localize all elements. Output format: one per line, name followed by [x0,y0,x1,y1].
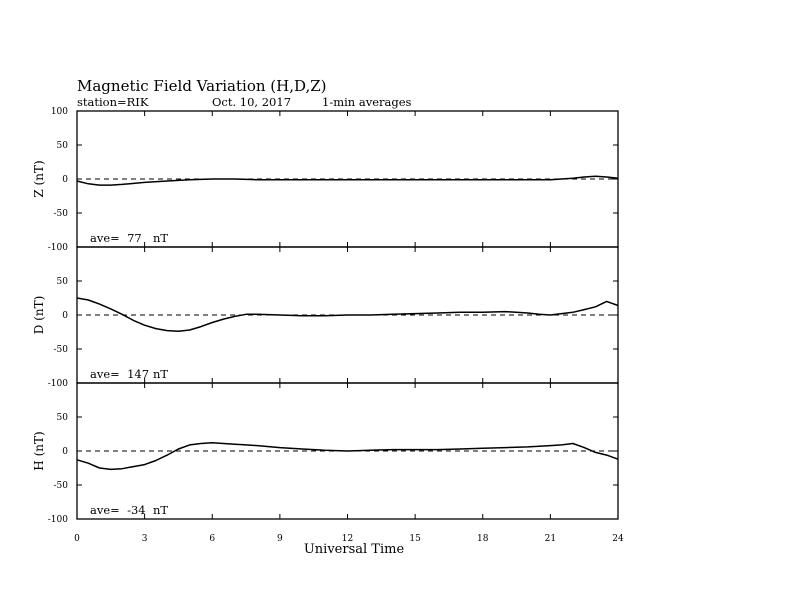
y-axis-label-z: Z (nT) [32,160,46,198]
x-tick-label: 9 [277,534,283,544]
chart-title: Magnetic Field Variation (H,D,Z) [77,77,327,95]
y-tick-label-h: -50 [53,481,68,491]
average-label-d: ave= 147 [90,367,150,381]
averaging-label: 1-min averages [322,95,412,109]
panels-group [32,107,624,544]
y-tick-label-z: -50 [53,209,68,219]
y-tick-label-z: 0 [62,175,68,185]
y-tick-label-d: 0 [62,311,68,321]
average-unit-z: nT [153,231,169,245]
series-line-h [77,443,618,470]
x-tick-label: 18 [477,534,489,544]
average-label-z: ave= 77 [90,231,142,245]
y-tick-label-h: 0 [62,447,68,457]
x-tick-label: 21 [544,534,557,544]
y-tick-label-z: 50 [56,141,68,151]
x-tick-label: 15 [409,534,421,544]
average-label-h: ave= -34 [90,503,146,517]
y-axis-label-h: H (nT) [32,431,46,471]
average-unit-d: nT [153,367,169,381]
station-label: station=RIK [77,95,149,109]
y-tick-label-d: -50 [53,345,68,355]
y-tick-label-d: -100 [47,379,68,389]
x-tick-label: 6 [209,534,216,544]
y-tick-label-z: -100 [47,243,68,253]
date-label: Oct. 10, 2017 [212,95,292,109]
y-tick-label-h: 50 [56,413,68,423]
y-axis-label-d: D (nT) [32,295,46,335]
average-unit-h: nT [153,503,169,517]
x-tick-label: 12 [341,534,354,544]
y-tick-label-h: -100 [47,515,68,525]
y-tick-label-z: 100 [50,107,68,117]
series-line-z [77,176,618,185]
x-axis-label: Universal Time [303,542,405,557]
x-tick-label: 24 [612,534,624,544]
x-tick-label: 3 [141,534,148,544]
y-tick-label-d: 50 [56,277,68,287]
x-tick-label: 0 [74,534,80,544]
